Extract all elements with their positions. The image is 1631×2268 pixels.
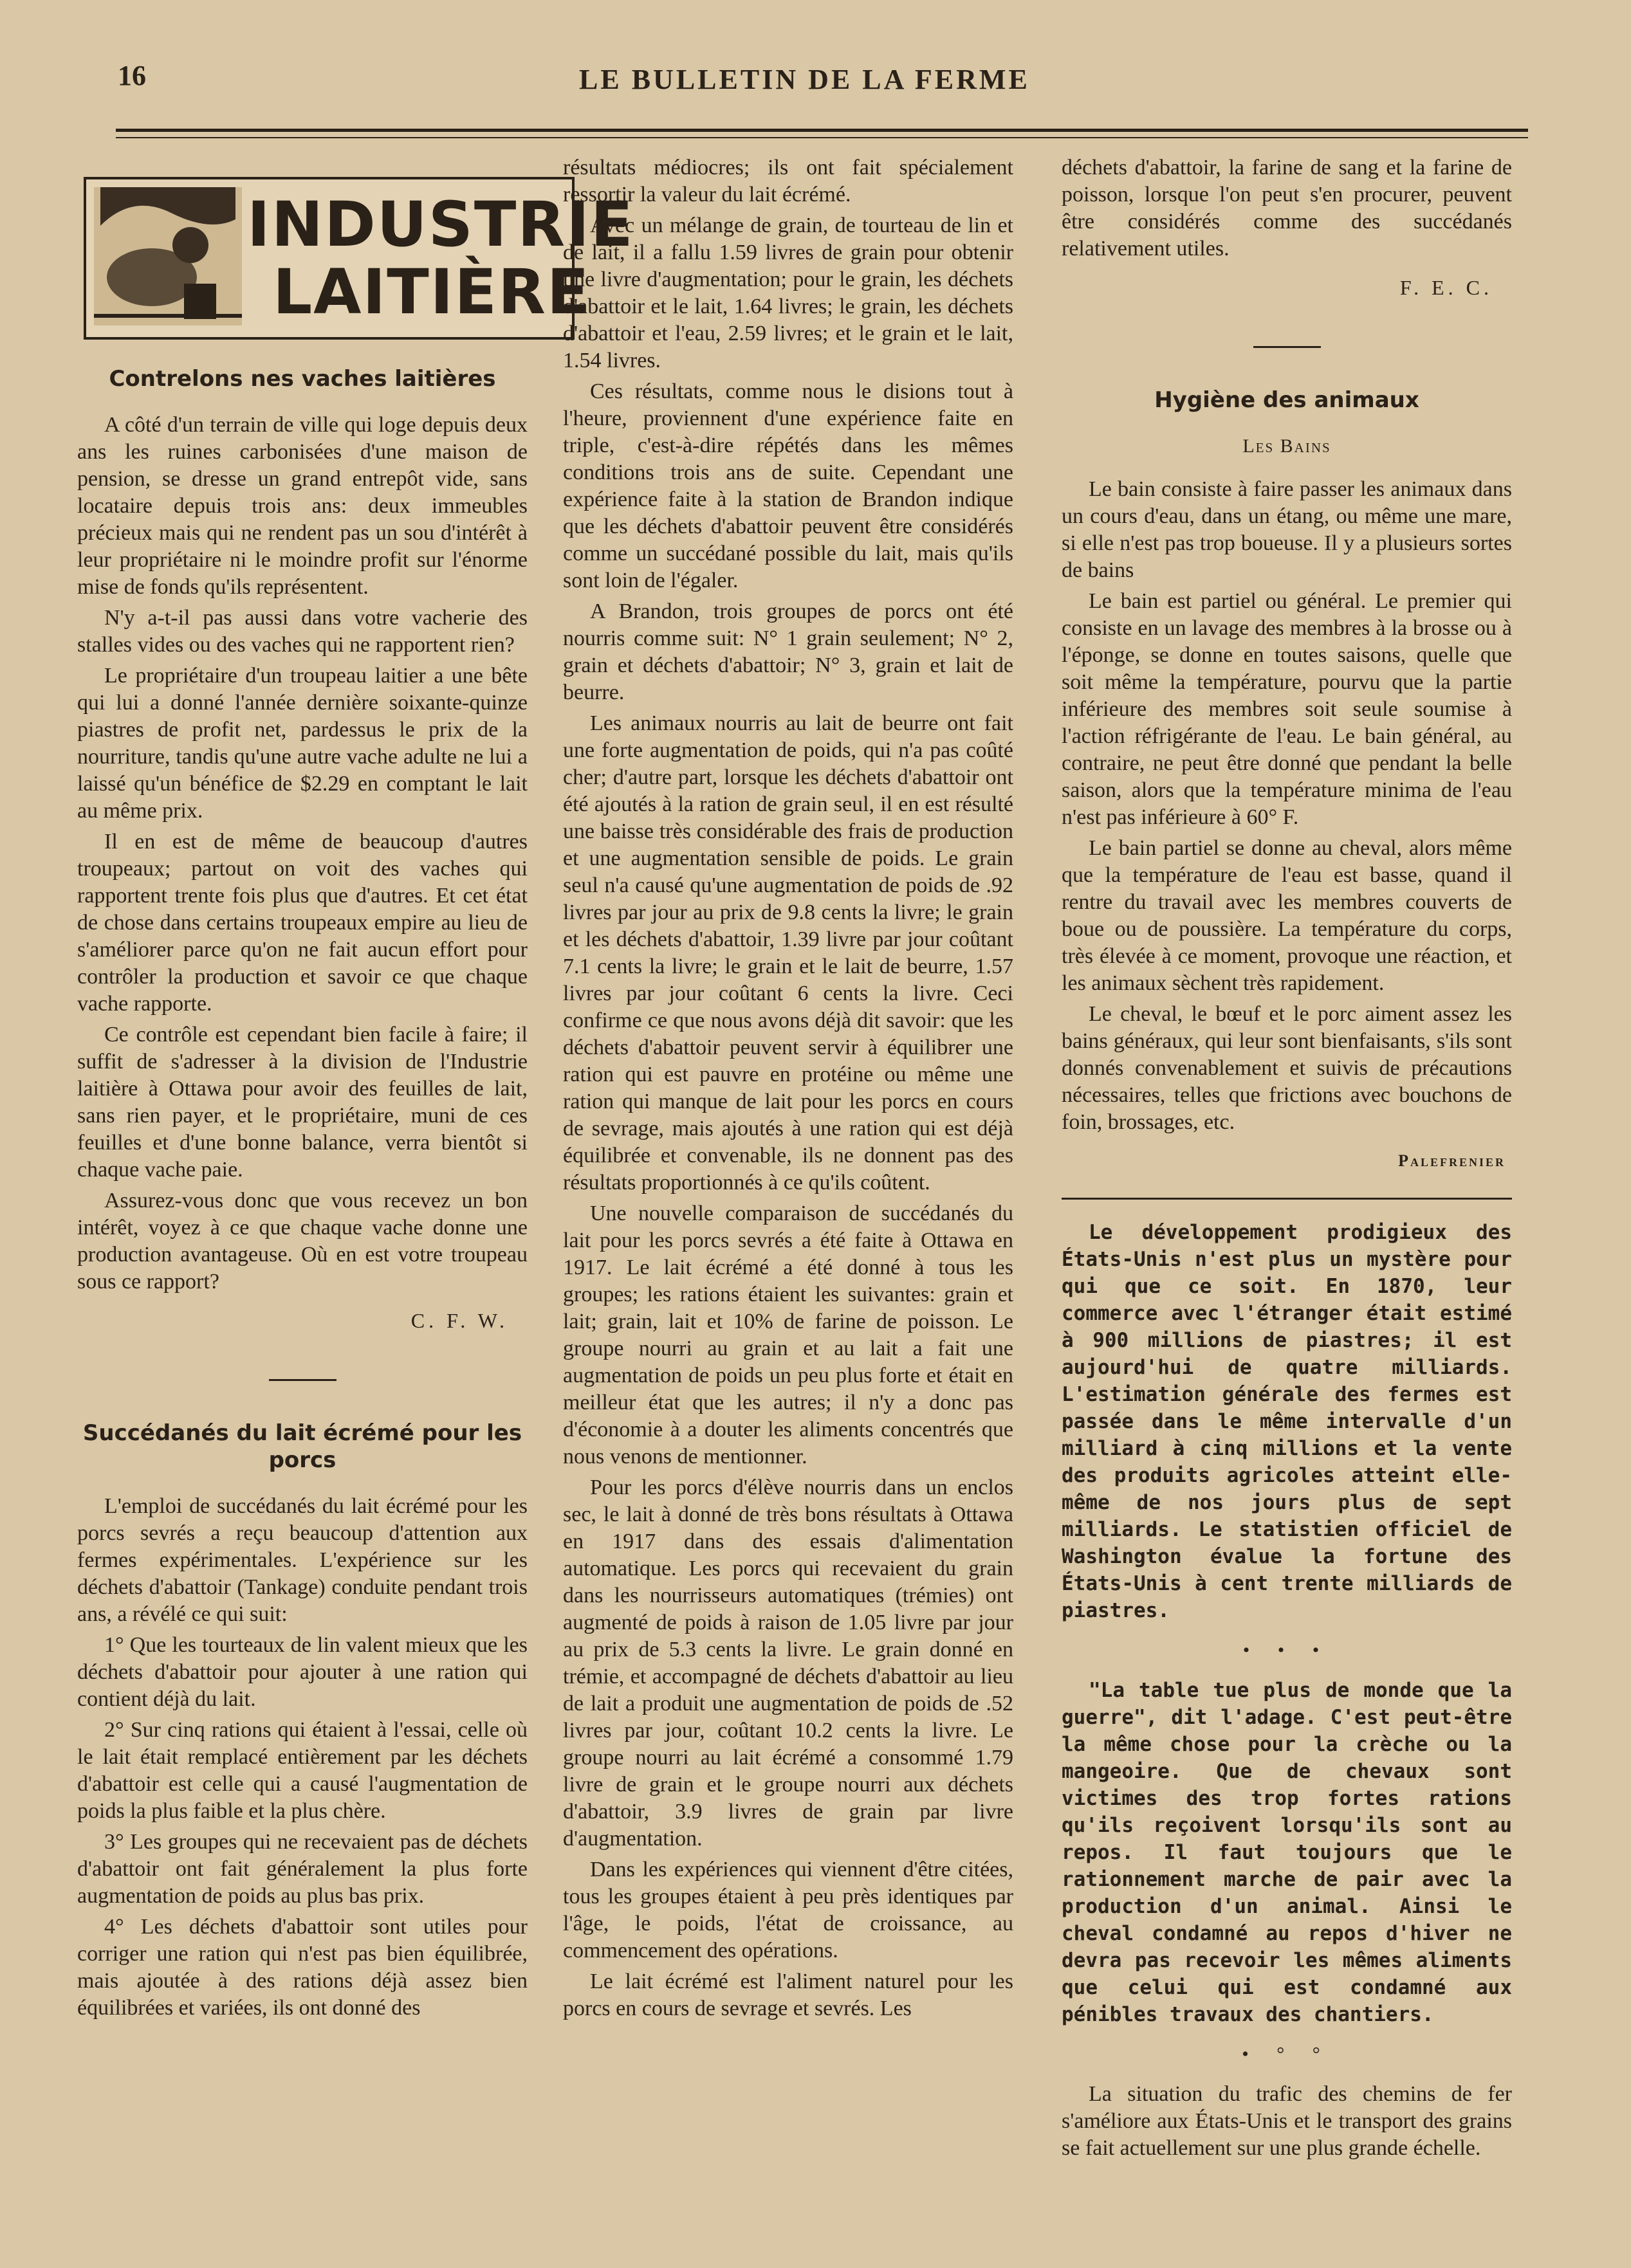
paragraph: A Brandon, trois groupes de porcs ont été nourris comme suit: N° 1 grain seulement; N° 2, grain et déchets d'abattoir; N° 3, grain et lait de beurre. (563, 599, 1013, 704)
paragraph: Ce contrôle est cependant bien facile à faire; il suffit de s'adresser à la division de l'Industrie laitière à Ottawa pour avoir des feuilles de lait, sans rien payer, et le propriétaire, muni de ces feuilles et d'une bonne balance, verra bientôt si chaque vache paie. (77, 1023, 528, 1182)
signature: Palefrenier (1398, 1151, 1506, 1170)
paragraph: Il en est de même de beaucoup d'autres troupeaux; partout on voit des vaches qui rapportent trente fois plus que d'autres. Et cet état de chose dans certains troupeaux empire au lieu de s'améliorer parce qu'on ne fait aucun effort pour contrôler la production et savoir ce que chaque vache rapporte. (77, 830, 528, 1016)
header-rule-thin (116, 137, 1528, 138)
signature: C. F. W. (410, 1309, 508, 1332)
article-title: Hygiène des animaux (1154, 387, 1419, 413)
paragraph: Le propriétaire d'un troupeau laitier a une bête qui lui a donné l'année dernière soixante-quinze piastres de profit net, pardessus le prix de la nourriture, tandis qu'une autre vache adulte ne lui a laissé qu'un bénéfice de $2.29 en comptant le lait au même prix. (77, 664, 528, 823)
paragraph: 4° Les déchets d'abattoir sont utiles pour corriger une ration qui n'est pas bien équilibrée, mais ajoutée à des rations déjà assez bien équilibrées et variées, ils ont donné des (77, 1915, 528, 2020)
header-rule (116, 129, 1528, 132)
dairy-illustration (94, 187, 242, 325)
paragraph: Assurez-vous donc que vous recevez un bon intérêt, voyez à ce que chaque vache donne une production avantageuse. Où en est votre troupeau sous ce rapport? (77, 1189, 528, 1294)
paragraph: Le bain est partiel ou général. Le premier qui consiste en un lavage des membres à la brosse ou à l'éponge, se donne en toutes saisons, quelle que soit même la température, pourvu que la partie inférieure des membres soit seule soumise à l'action réfrigérante de l'eau. Le bain général, au contraire, ne peut être donné que pendant la belle saison, alors que la température minima de l'eau n'est pas inférieure à 60° F. (1062, 589, 1512, 829)
paragraph: Pour les porcs d'élève nourris dans un enclos sec, le lait à donné de très bons résultats à Ottawa en 1917 dans des essais d'alimentation automatique. Les porcs qui recevaient du grain dans les nourrisseurs automatiques (trémies) ont augmenté de poids à raison de 1.05 livre par jour au prix de 5.3 cents la livre. Le grain donné en trémie, et accompagné de déchets d'abattoir au lieu de lait a produit une augmentation de poids de .52 livres par jour, coûtant 10.2 cents la livre. Le groupe nourri au lait écrémé a consommé 1.79 livre de grain et le groupe nourri aux déchets d'abattoir, 3.9 livres de grain par livre d'augmentation. (563, 1476, 1013, 1851)
signature: F. E. C. (1399, 276, 1493, 299)
paragraph: N'y a-t-il pas aussi dans votre vacherie des stalles vides ou des vaches qui ne rapportent rien? (77, 606, 528, 657)
paragraph: Le cheval, le bœuf et le porc aiment assez les bains généraux, qui leur sont bienfaisants, s'ils sont donnés convenablement et suivis de précautions nécessaires, telles que frictions avec bouchons de foin, brossages, etc. (1062, 1002, 1512, 1134)
column-2 (563, 154, 1013, 2026)
paragraph: L'emploi de succédanés du lait écrémé pour les porcs sevrés a reçu beaucoup d'attention aux fermes expérimentales. L'expérience sur les déchets d'abattoir (Tankage) conduite pendant trois ans, a révélé ce qui suit: (77, 1494, 528, 1626)
paragraph: 3° Les groupes qui ne recevaient pas de déchets d'abattoir ont fait généralement la plus forte augmentation de poids au plus bas prix. (77, 1830, 528, 1908)
ornament: • • • (1242, 1640, 1331, 1661)
paragraph: Les animaux nourris au lait de beurre ont fait une forte augmentation de poids, qui n'a pas coûté cher; d'autre part, lorsque les déchets d'abattoir ont été ajoutés à la ration de grain seul, il en est résulté une baisse très considérable des frais de production et une augmentation sensible de poids. Le grain seul n'a causé qu'une augmentation de poids de .92 livres par jour au prix de 9.8 cents la livre; le grain et les déchets d'abattoir, 1.39 livre par jour coûtant 7.1 cents la livre; le grain et le lait de beurre, 1.57 livres par jour coûtant 6 cents la livre. Ceci confirme ce que nous avons déjà dit savoir: que les déchets d'abattoir peuvent servir à équilibrer une ration qui est pauvre en protéine ou même une ration qui manque de lait pour les porcs en cours de sevrage, mais ajoutés à une ration qui est déjà équilibrée et convenable, ils ne donnent pas des résultats proportionnés à ce qu'ils coûtent. (563, 711, 1013, 1194)
paragraph: Le bain consiste à faire passer les animaux dans un cours d'eau, dans un étang, ou même une mare, si elle n'est pas trop boueuse. Il y a plusieurs sortes de bains (1062, 477, 1512, 582)
article-subtitle: Les Bains (1242, 435, 1331, 457)
logo-line-1: INDUSTRIE (247, 188, 634, 261)
paragraph: A côté d'un terrain de ville qui loge depuis deux ans les ruines carbonisées d'une maison de pension, se dresse un grand entrepôt vide, sans locataire depuis trois ans: deux immeubles précieux mais qui ne rendent pas un sou d'intérêt à leur propriétaire ni le moindre profit sur l'énorme mise de fonds qu'ils représentent. (77, 413, 528, 599)
divider-rule (1062, 1198, 1512, 1200)
note-paragraph: La situation du trafic des chemins de fer s'améliore aux États-Unis et le transport des grains se fait actuellement sur une plus grande échelle. (1062, 2082, 1512, 2160)
paragraph: Ces résultats, comme nous le disions tout à l'heure, proviennent d'une expérience faite en triple, c'est-à-dire répétés dans les mêmes conditions trois ans de suite. Cependant une expérience faite à la station de Brandon indique que les déchets d'abattoir peuvent être considérés comme un succédané possible du lait, mais qu'ils sont loin de l'égaler. (563, 380, 1013, 592)
paragraph: Une nouvelle comparaison de succédanés du lait pour les porcs sevrés a été faite à Ottawa en 1917. Le lait écrémé a été donné à tous les groupes; les rations étaient les suivantes: grain et lait; grain, lait et 10% de farine de poisson. Le groupe nourri au grain et au lait a fait une augmentation de poids un peu plus forte et était en meilleur état que les autres; il n'y a donc pas d'économie à a douter les aliments concentrés que nous venons de mentionner. (563, 1202, 1013, 1468)
running-head: LE BULLETIN DE LA FERME (579, 64, 1030, 95)
article-title: Succédanés du lait écrémé pour les porcs (82, 1420, 522, 1473)
note-paragraph: "La table tue plus de monde que la guerre", dit l'adage. C'est peut-être la même chose pour la crèche ou la mangeoire. Que de chevaux sont victimes des trop fortes rations qu'ils reçoivent lorsqu'ils sont au repos. Il faut toujours que le rationnement marche de pair avec la production d'un animal. Ainsi le cheval condamné au repos d'hiver ne devra pas recevoir les mêmes aliments que celui qui est condamné aux pénibles travaux des chantiers. (1062, 1679, 1512, 2026)
divider (1253, 346, 1321, 348)
column-3 (1062, 154, 1512, 2166)
paragraph: Dans les expériences qui viennent d'être citées, tous les groupes étaient à peu près identiques par l'âge, le poids, l'état de croissance, au commencement des opérations. (563, 1858, 1013, 1962)
paragraph: Le bain partiel se donne au cheval, alors même que la température de l'eau est basse, quand il rentre du travail avec les membres couverts de boue ou de poussière. La température du corps, très élevée à ce moment, provoque une réaction, et les animaux sèchent très rapidement. (1062, 836, 1512, 995)
paragraph: Le lait écrémé est l'aliment naturel pour les porcs en cours de sevrage et sevrés. Les (563, 1970, 1013, 2020)
section-logo (84, 177, 634, 340)
logo-line-2: LAITIÈRE (273, 256, 591, 328)
ornament: • ° ° (1242, 2044, 1332, 2065)
paragraph: 1° Que les tourteaux de lin valent mieux que les déchets d'abattoir pour ajouter à une ration qui contient déjà du lait. (77, 1633, 528, 1711)
paragraph: résultats médiocres; ils ont fait spécialement ressortir la valeur du lait écrémé. (563, 156, 1013, 206)
page-number: 16 (118, 60, 146, 91)
note-paragraph: Le développement prodigieux des États-Unis n'est plus un mystère pour qui que ce soit. En 1870, leur commerce avec l'étranger était estimé à 900 millions de piastres; il est aujourd'hui de quatre milliards. L'estimation générale des fermes est passée dans le même intervalle d'un milliard à cinq millions et la vente des produits agricoles atteint elle-même de nos jours plus de sept milliards. Le statistien officiel de Washington évalue la fortune des États-Unis à cent trente milliards de piastres. (1062, 1221, 1512, 1622)
column-1 (77, 154, 634, 2026)
divider (269, 1379, 336, 1381)
notes-block (1062, 1219, 1512, 1624)
paragraph: Avec un mélange de grain, de tourteau de lin et de lait, il a fallu 1.59 livres de grain pour obtenir une livre d'augmentation; pour le grain, les déchets d'abattoir et le lait, 1.64 livres; le grain, les déchets d'abattoir et l'eau, 2.59 livres; et le grain et le lait, 1.54 livres. (563, 214, 1013, 372)
notes-block (1062, 1677, 1512, 2028)
article-title: Contrelons nes vaches laitières (109, 366, 496, 392)
paragraph: déchets d'abattoir, la farine de sang et la farine de poisson, lorsque l'on peut s'en procurer, peuvent être considérés comme des succédanés relativement utiles. (1062, 156, 1512, 261)
paragraph: 2° Sur cinq rations qui étaient à l'essai, celle où le lait était remplacé entièrement par les déchets d'abattoir est celle qui a causé l'augmentation de poids la plus faible et la plus chère. (77, 1718, 528, 1823)
